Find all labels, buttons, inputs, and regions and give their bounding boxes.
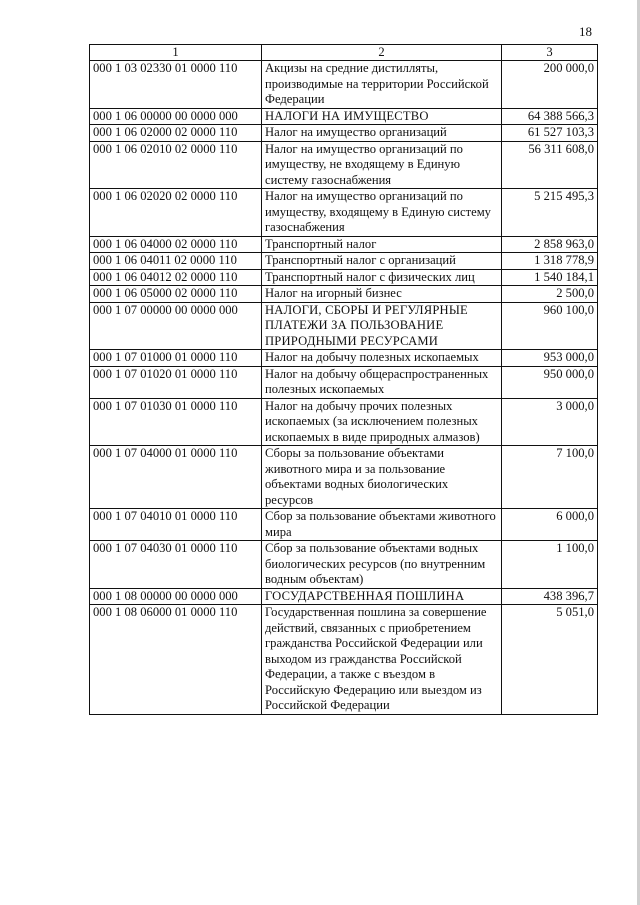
revenue-name: Государственная пошлина за совершение действий, связанных с приобретением гражданства Российской Федерации или выходом из гражданства Российской Федерации, а также с въездом в Российскую Федерацию или выездом из Российской Федерации — [262, 605, 502, 715]
budget-code: 000 1 07 04010 01 0000 110 — [90, 509, 262, 541]
budget-code: 000 1 06 02020 02 0000 110 — [90, 189, 262, 237]
revenue-name: Налог на имущество организаций по имуществу, входящему в Единую систему газоснабжения — [262, 189, 502, 237]
budget-code: 000 1 06 02000 02 0000 110 — [90, 125, 262, 142]
revenue-amount: 2 500,0 — [502, 286, 598, 303]
revenue-name: Транспортный налог с физических лиц — [262, 269, 502, 286]
revenue-name: Акцизы на средние дистилляты, производимые на территории Российской Федерации — [262, 61, 502, 109]
page-number: 18 — [579, 24, 592, 39]
table-row — [90, 108, 598, 125]
budget-code: 000 1 06 04012 02 0000 110 — [90, 269, 262, 286]
table-row — [90, 286, 598, 303]
revenue-amount: 6 000,0 — [502, 509, 598, 541]
table-row — [90, 236, 598, 253]
revenue-amount: 953 000,0 — [502, 350, 598, 367]
revenue-amount: 61 527 103,3 — [502, 125, 598, 142]
table-row — [90, 125, 598, 142]
table-row — [90, 141, 598, 189]
budget-code: 000 1 08 06000 01 0000 110 — [90, 605, 262, 715]
table-row — [90, 509, 598, 541]
table-row — [90, 605, 598, 715]
revenue-amount: 56 311 608,0 — [502, 141, 598, 189]
revenue-amount: 960 100,0 — [502, 302, 598, 350]
budget-code: 000 1 06 05000 02 0000 110 — [90, 286, 262, 303]
revenue-name: ГОСУДАРСТВЕННАЯ ПОШЛИНА — [262, 588, 502, 605]
revenue-name: НАЛОГИ НА ИМУЩЕСТВО — [262, 108, 502, 125]
revenue-name: Сборы за пользование объектами животного мира и за пользование объектами водных биологических ресурсов — [262, 446, 502, 509]
column-header-amount: 3 — [502, 45, 598, 61]
table-row — [90, 269, 598, 286]
revenue-name: Транспортный налог — [262, 236, 502, 253]
revenue-amount: 5 051,0 — [502, 605, 598, 715]
budget-code: 000 1 03 02330 01 0000 110 — [90, 61, 262, 109]
revenue-amount: 1 318 778,9 — [502, 253, 598, 270]
revenue-name: Налог на добычу полезных ископаемых — [262, 350, 502, 367]
budget-code: 000 1 06 04011 02 0000 110 — [90, 253, 262, 270]
table-row — [90, 366, 598, 398]
budget-code: 000 1 06 04000 02 0000 110 — [90, 236, 262, 253]
budget-code: 000 1 06 00000 00 0000 000 — [90, 108, 262, 125]
revenue-amount: 64 388 566,3 — [502, 108, 598, 125]
revenue-name: Налог на добычу общераспространенных полезных ископаемых — [262, 366, 502, 398]
revenue-name: Сбор за пользование объектами животного мира — [262, 509, 502, 541]
revenue-amount: 438 396,7 — [502, 588, 598, 605]
table-row — [90, 588, 598, 605]
revenue-name: НАЛОГИ, СБОРЫ И РЕГУЛЯРНЫЕ ПЛАТЕЖИ ЗА ПОЛЬЗОВАНИЕ ПРИРОДНЫМИ РЕСУРСАМИ — [262, 302, 502, 350]
revenue-name: Транспортный налог с организаций — [262, 253, 502, 270]
revenue-name: Налог на имущество организаций — [262, 125, 502, 142]
budget-code: 000 1 07 04030 01 0000 110 — [90, 541, 262, 589]
revenue-table — [89, 44, 598, 715]
budget-code: 000 1 07 00000 00 0000 000 — [90, 302, 262, 350]
revenue-name: Сбор за пользование объектами водных биологических ресурсов (по внутренним водным объектам) — [262, 541, 502, 589]
table-row — [90, 398, 598, 446]
table-row — [90, 61, 598, 109]
budget-code: 000 1 08 00000 00 0000 000 — [90, 588, 262, 605]
revenue-name: Налог на имущество организаций по имуществу, не входящему в Единую систему газоснабжения — [262, 141, 502, 189]
revenue-amount: 3 000,0 — [502, 398, 598, 446]
revenue-name: Налог на игорный бизнес — [262, 286, 502, 303]
budget-code: 000 1 06 02010 02 0000 110 — [90, 141, 262, 189]
budget-code: 000 1 07 01000 01 0000 110 — [90, 350, 262, 367]
table-row — [90, 350, 598, 367]
revenue-amount: 1 540 184,1 — [502, 269, 598, 286]
revenue-amount: 7 100,0 — [502, 446, 598, 509]
revenue-amount: 200 000,0 — [502, 61, 598, 109]
column-header-code: 1 — [90, 45, 262, 61]
table-row — [90, 302, 598, 350]
budget-code: 000 1 07 01030 01 0000 110 — [90, 398, 262, 446]
revenue-amount: 1 100,0 — [502, 541, 598, 589]
revenue-name: Налог на добычу прочих полезных ископаемых (за исключением полезных ископаемых в виде природных алмазов) — [262, 398, 502, 446]
table-header-row — [90, 45, 598, 61]
table-row — [90, 541, 598, 589]
table-row — [90, 253, 598, 270]
budget-code: 000 1 07 04000 01 0000 110 — [90, 446, 262, 509]
revenue-amount: 2 858 963,0 — [502, 236, 598, 253]
table-row — [90, 189, 598, 237]
budget-code: 000 1 07 01020 01 0000 110 — [90, 366, 262, 398]
revenue-amount: 950 000,0 — [502, 366, 598, 398]
table-row — [90, 446, 598, 509]
column-header-name: 2 — [262, 45, 502, 61]
revenue-amount: 5 215 495,3 — [502, 189, 598, 237]
